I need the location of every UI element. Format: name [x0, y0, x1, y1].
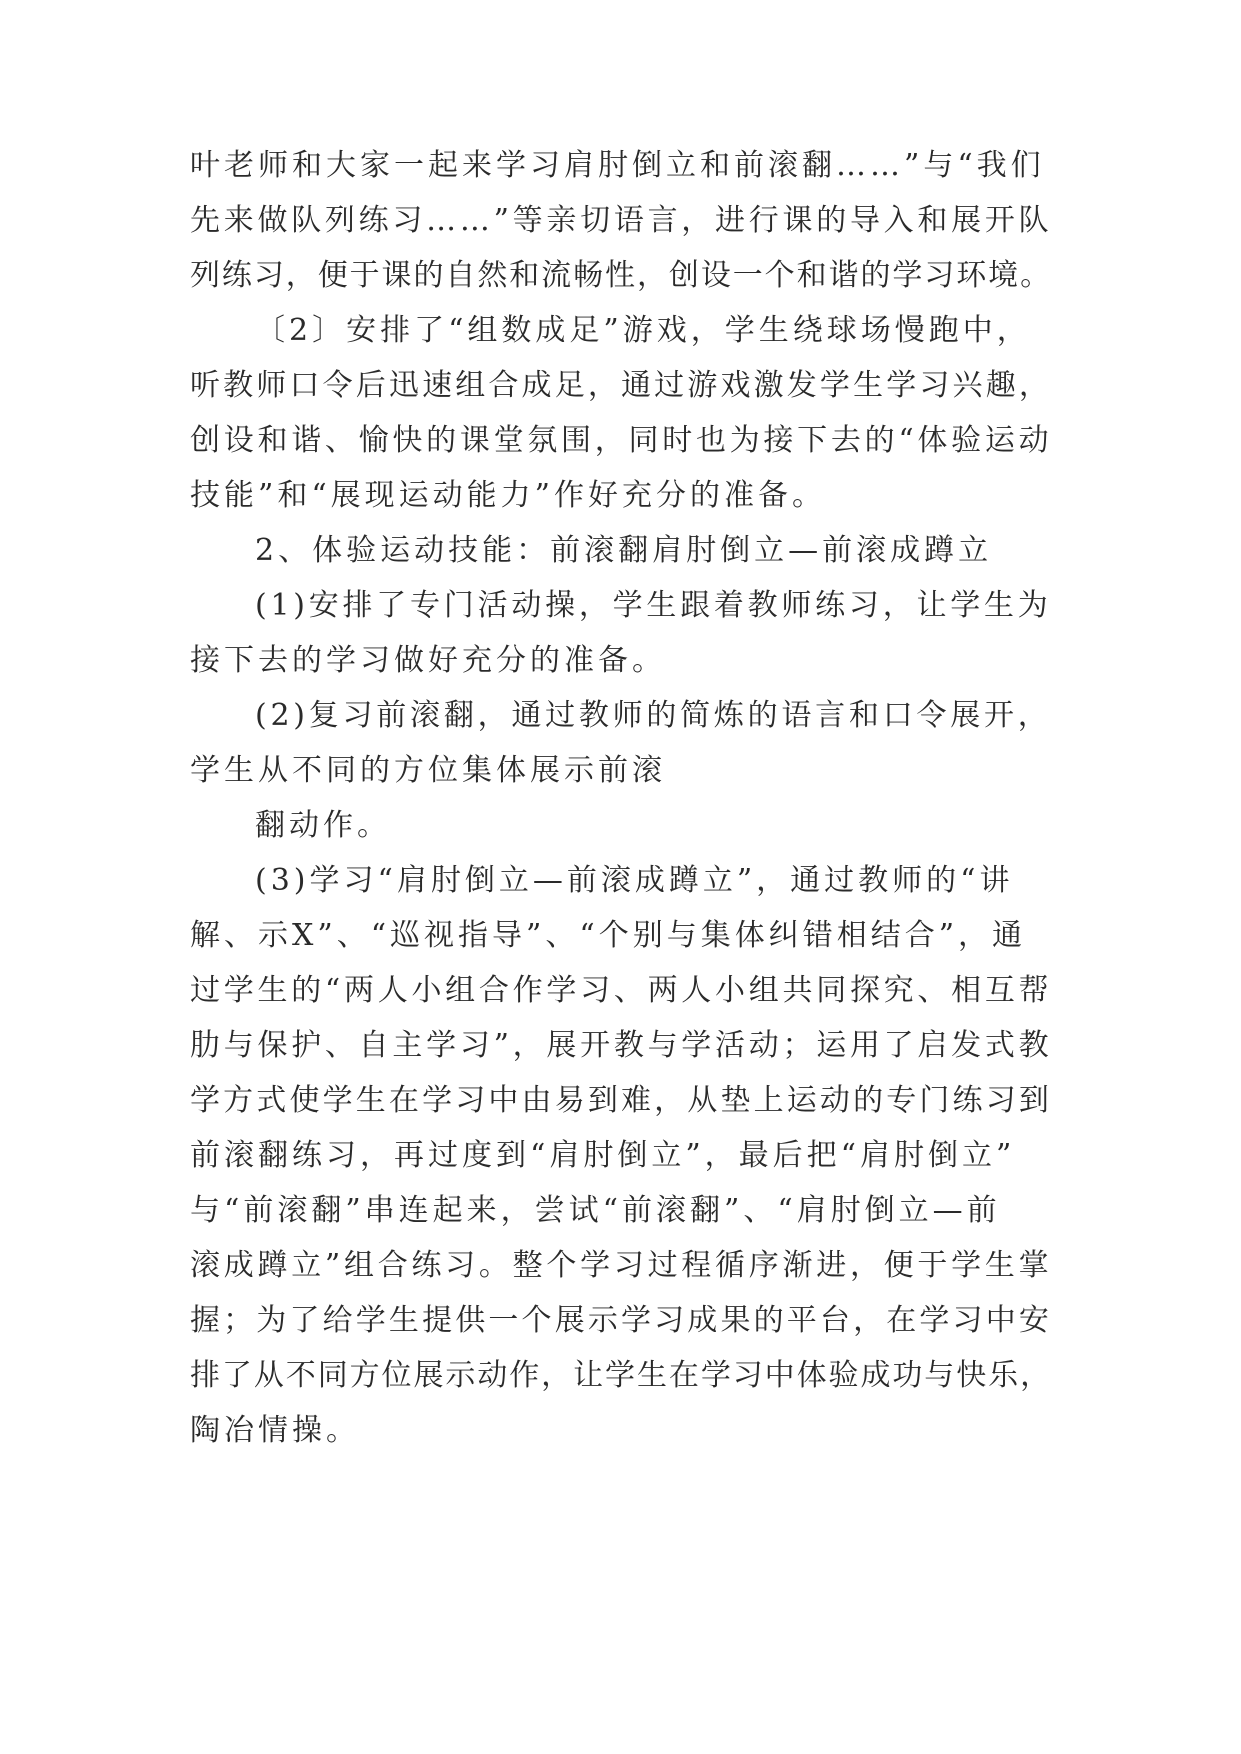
text-line-8: 2、体验运动技能：前滚翻肩肘倒立—前滚成蹲立: [255, 533, 993, 568]
text-line-11: (2)复习前滚翻，通过教师的简炼的语言和口令展开，: [255, 698, 1052, 733]
text-line-3: 列练习，便于课的自然和流畅性，创设一个和谐的学习环境。: [190, 258, 1052, 293]
text-line-22: 握；为了给学生提供一个展示学习成果的平台，在学习中安: [190, 1303, 1052, 1338]
text-line-4: 〔2〕安排了“组数成足”游戏，学生绕球场慢跑中，: [255, 313, 1031, 348]
text-line-21: 滚成蹲立”组合练习。整个学习过程循序渐进，便于学生掌: [190, 1248, 1053, 1283]
text-line-16: 过学生的“两人小组合作学习、两人小组共同探究、相互帮: [190, 973, 1053, 1008]
text-line-12: 学生从不同的方位集体展示前滚: [190, 753, 666, 788]
text-line-20: 与“前滚翻”串连起来，尝试“前滚翻”、“肩肘倒立—前: [190, 1193, 1001, 1228]
text-line-13: 翻动作。: [255, 808, 391, 843]
text-line-7: 技能”和“展现运动能力”作好充分的准备。: [190, 478, 827, 513]
text-line-6: 创设和谐、愉快的课堂氛围，同时也为接下去的“体验运动: [190, 423, 1053, 458]
text-line-2: 先来做队列练习……”等亲切语言，进行课的导入和展开队: [190, 203, 1053, 238]
text-line-5: 听教师口令后迅速组合成足，通过游戏激发学生学习兴趣，: [190, 368, 1052, 403]
text-line-18: 学方式使学生在学习中由易到难，从垫上运动的专门练习到: [190, 1083, 1052, 1118]
text-line-1: 叶老师和大家一起来学习肩肘倒立和前滚翻……”与“我们: [190, 148, 1045, 183]
text-line-19: 前滚翻练习，再过度到“肩肘倒立”，最后把“肩肘倒立”: [190, 1138, 1016, 1173]
text-line-17: 肋与保护、自主学习”，展开教与学活动；运用了启发式教: [190, 1028, 1053, 1063]
text-line-14: (3)学习“肩肘倒立—前滚成蹲立”，通过教师的“讲: [255, 863, 1014, 898]
text-line-9: (1)安排了专门活动操，学生跟着教师练习，让学生为: [255, 588, 1052, 623]
text-line-10: 接下去的学习做好充分的准备。: [190, 643, 666, 678]
text-line-15: 解、示X”、“巡视指导”、“个别与集体纠错相结合”，通: [190, 918, 1027, 953]
text-line-24: 陶冶情操。: [190, 1413, 360, 1448]
text-line-23: 排了从不同方位展示动作，让学生在学习中体验成功与快乐，: [190, 1358, 1052, 1393]
